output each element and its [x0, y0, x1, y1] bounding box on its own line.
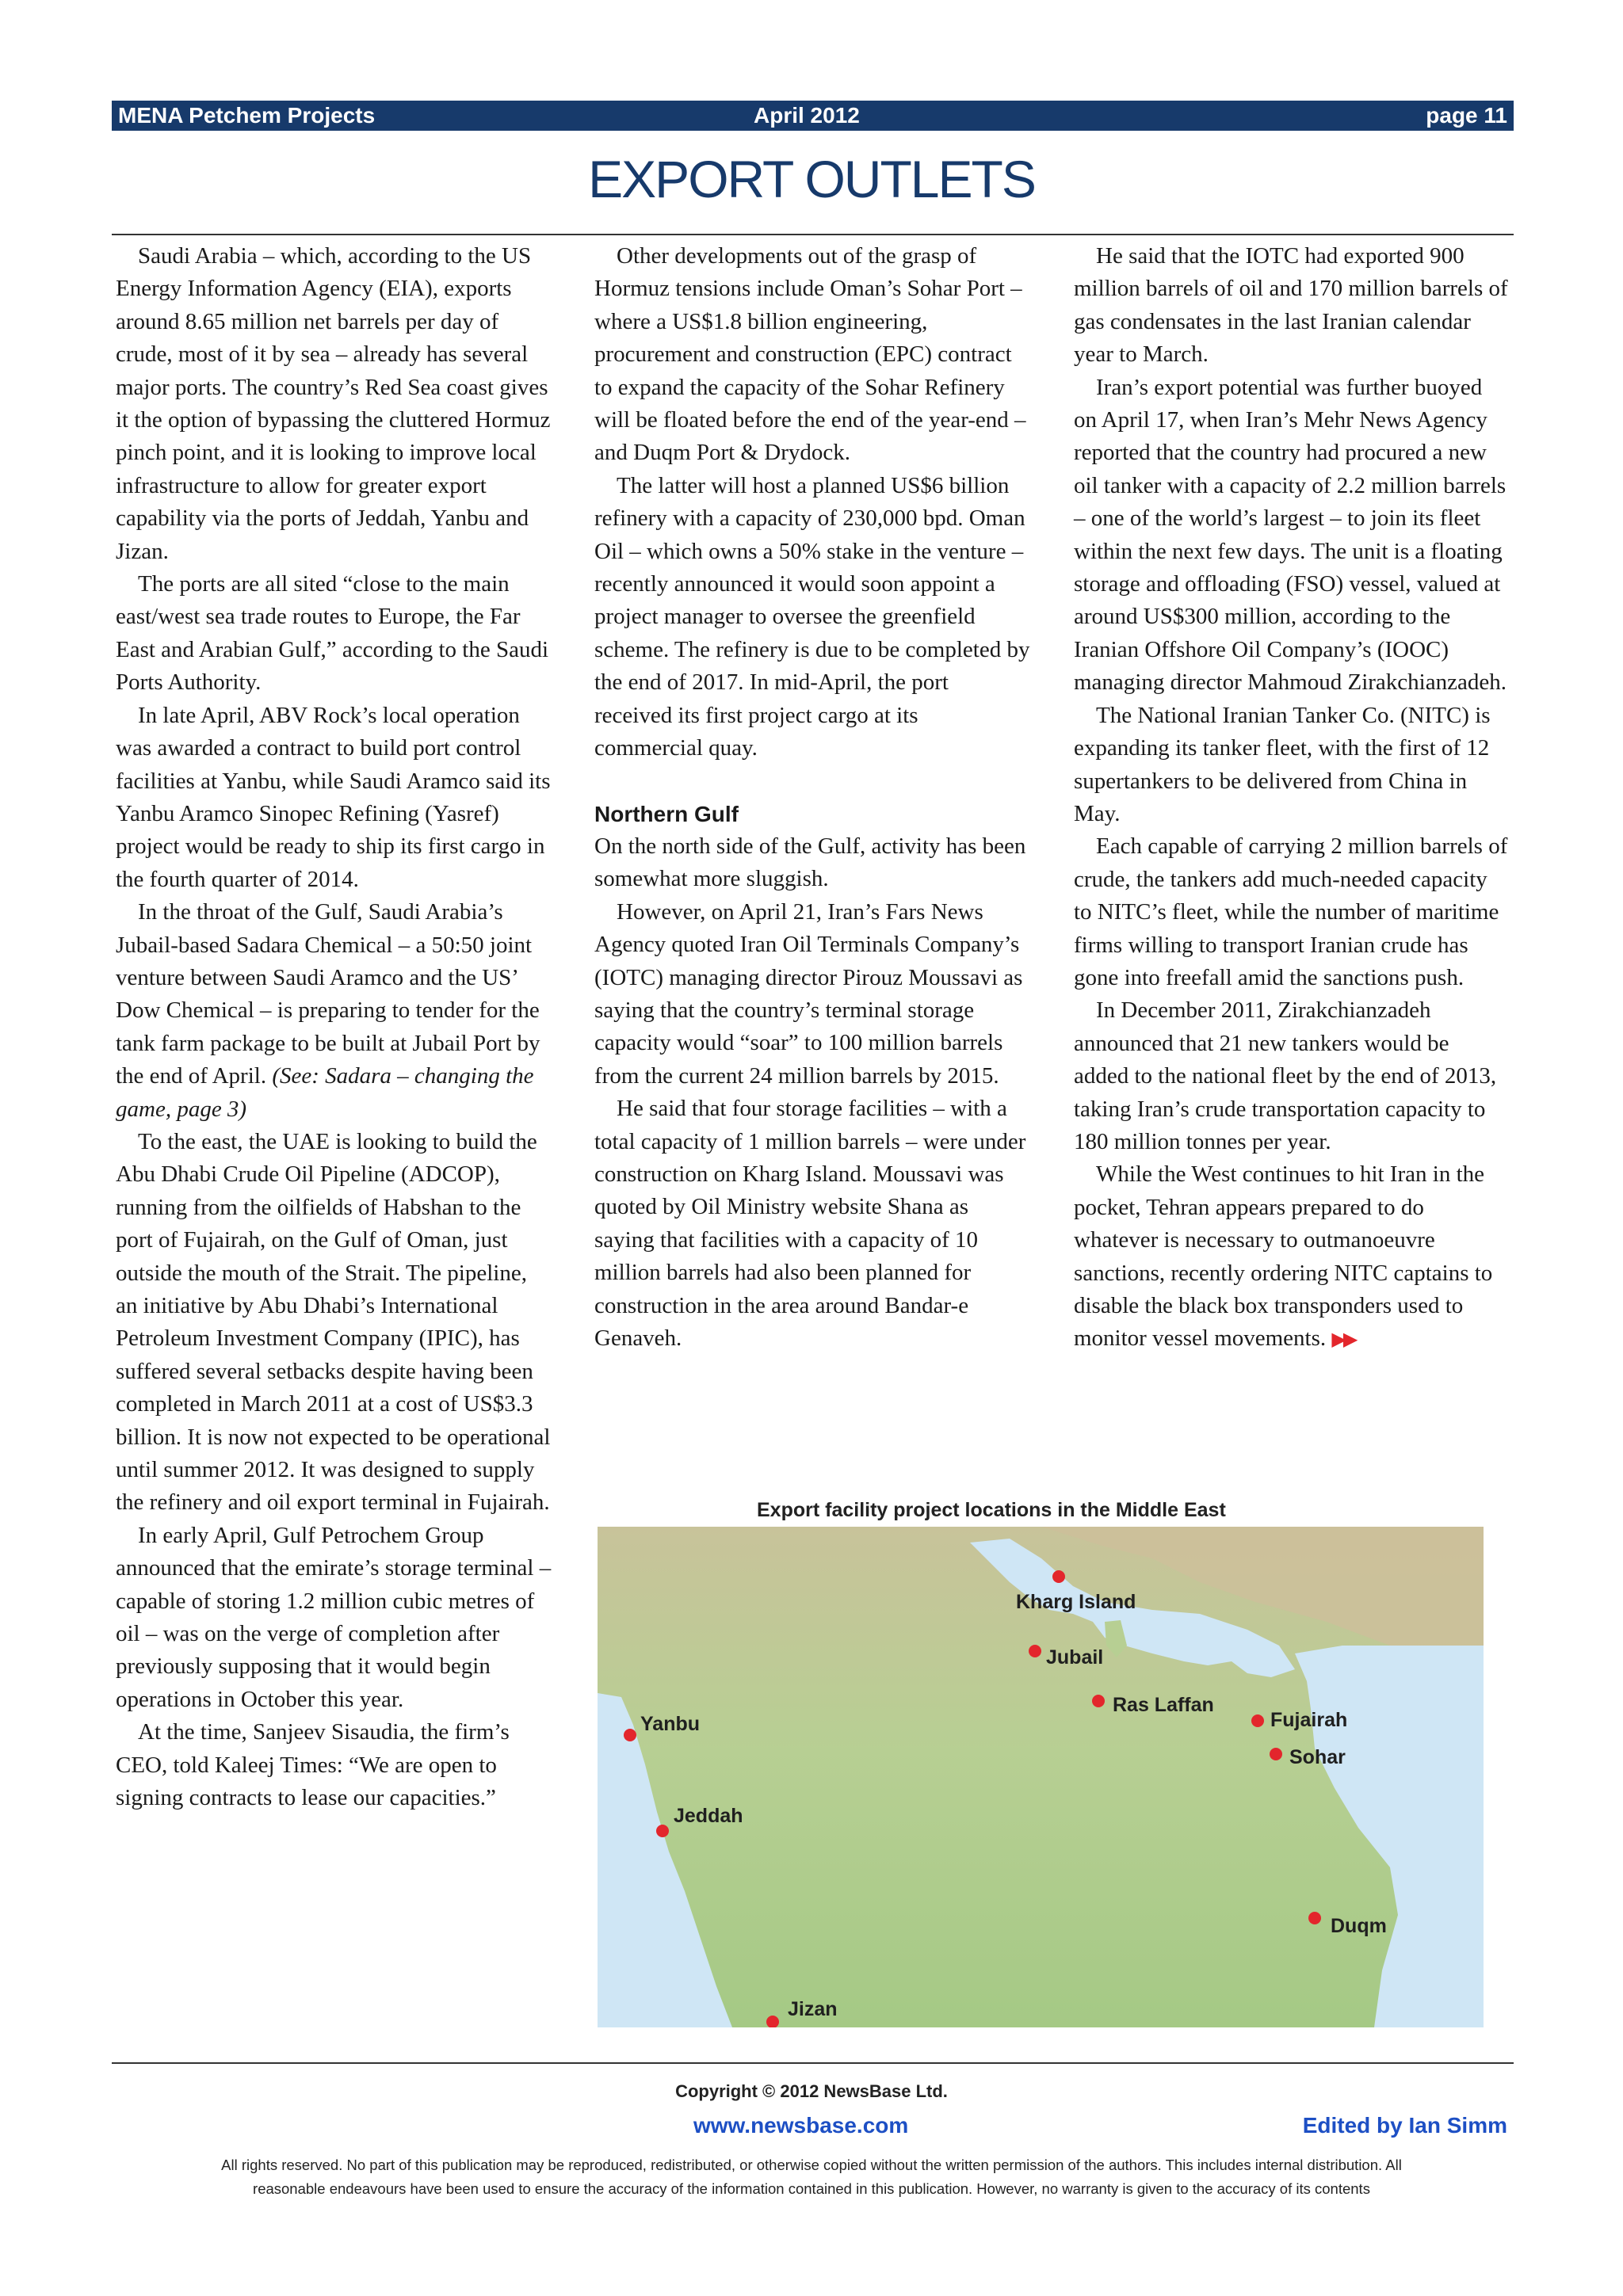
- top-divider: [112, 234, 1514, 235]
- page-title: EXPORT OUTLETS: [588, 150, 1035, 208]
- bottom-divider: [112, 2062, 1514, 2064]
- marker-kharg-island: [1052, 1570, 1065, 1583]
- label-duqm: Duqm: [1331, 1915, 1387, 1937]
- paragraph: In late April, ABV Rock’s local operation was awarded a contract to build port control facilities at Yanbu, while Saudi Aramco said its Yanbu Aramco Sinopec Refining (Yasref) project would be ready to ship its first cargo in the fourth quarter of 2014.: [116, 702, 551, 892]
- column-3: [1074, 240, 1510, 1357]
- disclaimer: [119, 2153, 1504, 2201]
- paragraph: [116, 896, 552, 1126]
- publication-name: MENA Petchem Projects: [118, 103, 376, 128]
- copyright: Copyright © 2012 NewsBase Ltd.: [675, 2081, 948, 2101]
- cross-reference-link[interactable]: (See: Sadara – changing the game, page 3): [116, 1063, 534, 1122]
- paragraph-text: While the West continues to hit Iran in the pocket, Tehran appears prepared to do whatever is necessary to outmanoeuvre sanctions, recently ordering NITC captains to disable the black box transponders used to monitor vessel movements.: [1074, 1161, 1493, 1352]
- disclaimer-line-1: All rights reserved. No part of this publication may be reproduced, redistributed, or otherwise copied without the written permission of the authors. This includes internal distribution. All: [221, 2157, 1402, 2173]
- paragraph: The National Iranian Tanker Co. (NITC) is expanding its tanker fleet, with the first of 12 supertankers to be delivered from China in May.: [1074, 702, 1491, 826]
- label-jizan: Jizan: [788, 1998, 838, 2020]
- subheading: Northern Gulf: [594, 801, 739, 826]
- paragraph: In December 2011, Zirakchianzadeh announced that 21 new tankers would be added to the national fleet by the end of 2013, taking Iran’s crude transportation capacity to 180 million tonnes per year.: [1074, 997, 1497, 1154]
- paragraph-text: In the throat of the Gulf, Saudi Arabia’s Jubail-based Sadara Chemical – a 50:50 joint venture between Saudi Aramco and the US’ Dow Chemical – is preparing to tender for the tank farm package to be built at Jubail Port by the end of April.: [116, 899, 540, 1089]
- paragraph: Other developments out of the grasp of Hormuz tensions include Oman’s Sohar Port – where a US$1.8 billion engineering, procurement and construction (EPC) contract to expand the capacity of the Sohar Refinery will be floated before the end of the year-end – and Duqm Port & Drydock.: [594, 243, 1026, 466]
- column-2: [594, 240, 1030, 1355]
- label-jeddah: Jeddah: [674, 1805, 743, 1827]
- marker-ras-laffan: [1092, 1695, 1105, 1707]
- issue-date: April 2012: [754, 103, 860, 128]
- paragraph: On the north side of the Gulf, activity has been somewhat more sluggish.: [594, 833, 1026, 892]
- label-yanbu: Yanbu: [640, 1713, 701, 1735]
- paragraph: Each capable of carrying 2 million barrels of crude, the tankers add much-needed capacity to NITC’s fleet, while the number of maritime firms willing to transport Iranian crude has gone into freefall amid the sanctions push.: [1074, 833, 1508, 990]
- paragraph: To the east, the UAE is looking to build the Abu Dhabi Crude Oil Pipeline (ADCOP), running from the oilfields of Habshan to the port of Fujairah, on the Gulf of Oman, just outside the mouth of the Strait. The pipeline, an initiative by Abu Dhabi’s International Petroleum Investment Company (IPIC), has suffered several setbacks despite having been completed in March 2011 at a cost of US$3.3 billion. It is now not expected to be operational until summer 2012. It was designed to supply the refinery and oil export terminal in Fujairah.: [116, 1128, 551, 1516]
- header-bar: [112, 101, 1514, 131]
- marker-sohar: [1270, 1748, 1282, 1760]
- paragraph: [1074, 1158, 1510, 1356]
- disclaimer-line-2: reasonable endeavours have been used to ensure the accuracy of the information contained in this publication. However, no warranty is given to the accuracy of its contents: [253, 2180, 1370, 2197]
- page-number: page 11: [1426, 103, 1507, 128]
- middle-east-map: [598, 1527, 1484, 2027]
- paragraph: The latter will host a planned US$6 billion refinery with a capacity of 230,000 bpd. Oman Oil – which owns a 50% stake in the venture – recently announced it would soon appoint a project manager to oversee the greenfield scheme. The refinery is due to be completed by the end of 2017. In mid-April, the port received its first project cargo at its commercial quay.: [594, 472, 1030, 761]
- paragraph: At the time, Sanjeev Sisaudia, the firm’s CEO, told Kaleej Times: “We are open to signing contracts to lease our capacities.”: [116, 1719, 510, 1811]
- label-sohar: Sohar: [1289, 1746, 1346, 1768]
- paragraph: He said that the IOTC had exported 900 million barrels of oil and 170 million barrels of gas condensates in the last Iranian calendar year to March.: [1074, 243, 1508, 368]
- paragraph: However, on April 21, Iran’s Fars News Agency quoted Iran Oil Terminals Company’s (IOTC) managing director Pirouz Moussavi as saying that the country’s terminal storage capacity would “soar” to 100 million barrels from the current 24 million barrels by 2015.: [594, 898, 1023, 1089]
- column-1: [116, 240, 552, 1815]
- marker-duqm: [1308, 1912, 1321, 1924]
- paragraph: In early April, Gulf Petrochem Group announced that the emirate’s storage terminal – capable of storing 1.2 million cubic metres of oil – was on the verge of completion after previously supposing that it would begin operations in October this year.: [116, 1522, 552, 1712]
- paragraph: The ports are all sited “close to the main east/west sea trade routes to Europe, the Far East and Arabian Gulf,” according to the Saudi Ports Authority.: [116, 571, 549, 696]
- marker-jubail: [1029, 1645, 1041, 1657]
- label-jubail: Jubail: [1046, 1646, 1104, 1669]
- double-arrow-right-icon[interactable]: ▶▶: [1331, 1329, 1355, 1351]
- label-kharg-island: Kharg Island: [1016, 1591, 1136, 1613]
- marker-jeddah: [656, 1825, 669, 1837]
- marker-yanbu: [624, 1729, 636, 1741]
- editor-credit: Edited by Ian Simm: [1302, 2113, 1507, 2138]
- paragraph: Iran’s export potential was further buoyed on April 17, when Iran’s Mehr News Agency reported that the country had procured a new oil tanker with a capacity of 2.2 million barrels – one of the world’s largest – to join its fleet within the next few days. The unit is a floating storage and offloading (FSO) vessel, valued at around US$300 million, according to the Iranian Offshore Oil Company’s (IOOC) managing director Mahmoud Zirakchianzadeh.: [1074, 374, 1507, 696]
- website-link[interactable]: www.newsbase.com: [693, 2113, 909, 2138]
- label-ras-laffan: Ras Laffan: [1113, 1694, 1214, 1716]
- paragraph: He said that four storage facilities – with a total capacity of 1 million barrels – were under construction on Kharg Island. Moussavi was quoted by Oil Ministry website Shana as saying that facilities with a capacity of 10 million barrels had also been planned for construction in the area around Bandar-e Genaveh.: [594, 1096, 1026, 1351]
- paragraph: Saudi Arabia – which, according to the US Energy Information Agency (EIA), exports around 8.65 million net barrels per day of crude, most of it by sea – already has several major ports. The country’s Red Sea coast gives it the option of bypassing the cluttered Hormuz pinch point, and it is looking to improve local infrastructure to allow for greater export capability via the ports of Jeddah, Yanbu and Jizan.: [116, 243, 551, 564]
- marker-fujairah: [1251, 1714, 1264, 1727]
- label-fujairah: Fujairah: [1270, 1709, 1348, 1731]
- map-caption: Export facility project locations in the Middle East: [757, 1499, 1226, 1521]
